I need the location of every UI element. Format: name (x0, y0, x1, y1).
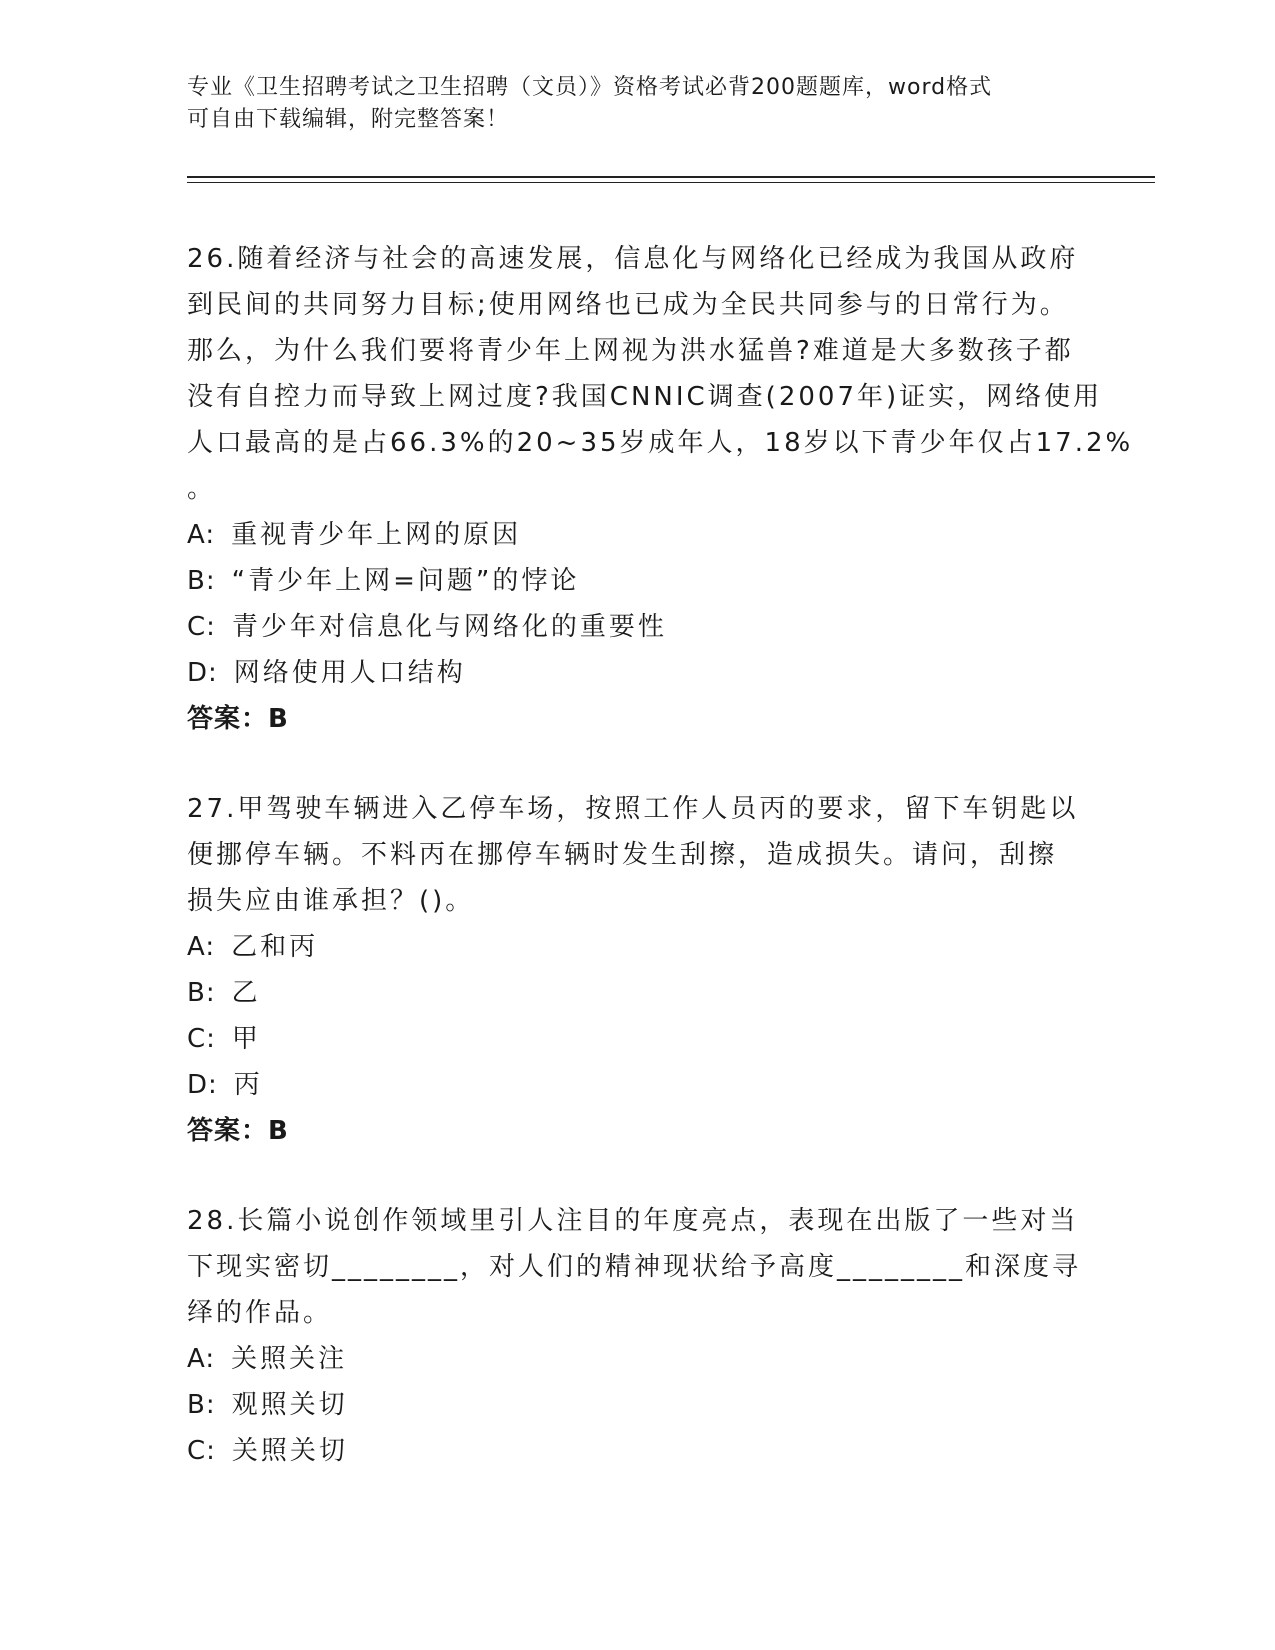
option-b (187, 970, 1087, 1016)
question-text-line: 到民间的共同努力目标;使用网络也已成为全民共同参与的日常行为。 (187, 290, 1069, 320)
option-c (187, 1428, 1087, 1474)
option-a (187, 1336, 1087, 1382)
option-text: 青少年对信息化与网络化的重要性 (231, 612, 667, 642)
question-text-line: 人口最高的是占66.3%的20~35岁成年人，18岁以下青少年仅占17.2% (187, 428, 1134, 458)
question-28 (187, 1198, 1087, 1474)
option-text: 网络使用人口结构 (233, 658, 466, 688)
option-letter: A: (187, 932, 216, 962)
option-b (187, 558, 1087, 604)
question-text-line: 27.甲驾驶车辆进入乙停车场，按照工作人员丙的要求，留下车钥匙以 (187, 794, 1079, 824)
answer-label: 答案：B (187, 704, 289, 734)
option-d (187, 650, 1087, 696)
question-26 (187, 236, 1134, 742)
question-text-line: 28.长篇小说创作领域里引人注目的年度亮点，表现在出版了一些对当 (187, 1206, 1079, 1236)
answer-label: 答案：B (187, 1116, 289, 1146)
question-text-line: 26.随着经济与社会的高速发展，信息化与网络化已经成为我国从政府 (187, 244, 1079, 274)
option-letter: A: (187, 1344, 216, 1374)
question-text-line: 绎的作品。 (187, 1298, 333, 1328)
option-text: 乙和丙 (231, 932, 319, 962)
question-list (187, 236, 1134, 1518)
question-text-line: 下现实密切________，对人们的精神现状给予高度________和深度寻 (187, 1252, 1082, 1282)
option-c (187, 604, 1087, 650)
question-text-line: 便挪停车辆。不料丙在挪停车辆时发生刮擦，造成损失。请问，刮擦 (187, 840, 1058, 870)
option-text: “青少年上网=问题”的悖论 (231, 566, 580, 596)
option-text: 重视青少年上网的原因 (231, 520, 522, 550)
question-text-line: 没有自控力而导致上网过度?我国CNNIC调查(2007年)证实，网络使用 (187, 382, 1103, 412)
question-text-line: 那么，为什么我们要将青少年上网视为洪水猛兽?难道是大多数孩子都 (187, 336, 1074, 366)
option-letter: A: (187, 520, 216, 550)
header-title-line-1: 专业《卫生招聘考试之卫生招聘（文员）》资格考试必背200题题库，word格式 (187, 75, 993, 100)
header-divider-thin (187, 182, 1155, 183)
option-text: 观照关切 (231, 1390, 348, 1420)
option-letter: B: (187, 1390, 216, 1420)
option-letter: C: (187, 1436, 216, 1466)
header-divider-thick (187, 176, 1155, 178)
option-letter: C: (187, 612, 216, 642)
option-letter: D: (187, 1070, 218, 1100)
option-d (187, 1062, 1087, 1108)
option-letter: B: (187, 978, 216, 1008)
option-a (187, 512, 1087, 558)
option-letter: D: (187, 658, 218, 688)
option-text: 丙 (233, 1070, 263, 1100)
question-27 (187, 786, 1087, 1154)
option-text: 乙 (231, 978, 261, 1008)
option-text: 关照关注 (231, 1344, 348, 1374)
option-b (187, 1382, 1087, 1428)
header-title-line-2: 可自由下载编辑，附完整答案！ (187, 107, 510, 132)
option-text: 甲 (231, 1024, 261, 1054)
question-text-line: 损失应由谁承担？()。 (187, 886, 475, 916)
question-text-line: 。 (187, 474, 217, 504)
option-text: 关照关切 (231, 1436, 348, 1466)
option-c (187, 1016, 1087, 1062)
option-letter: C: (187, 1024, 216, 1054)
document-header (187, 72, 1067, 136)
option-a (187, 924, 1087, 970)
option-letter: B: (187, 566, 216, 596)
